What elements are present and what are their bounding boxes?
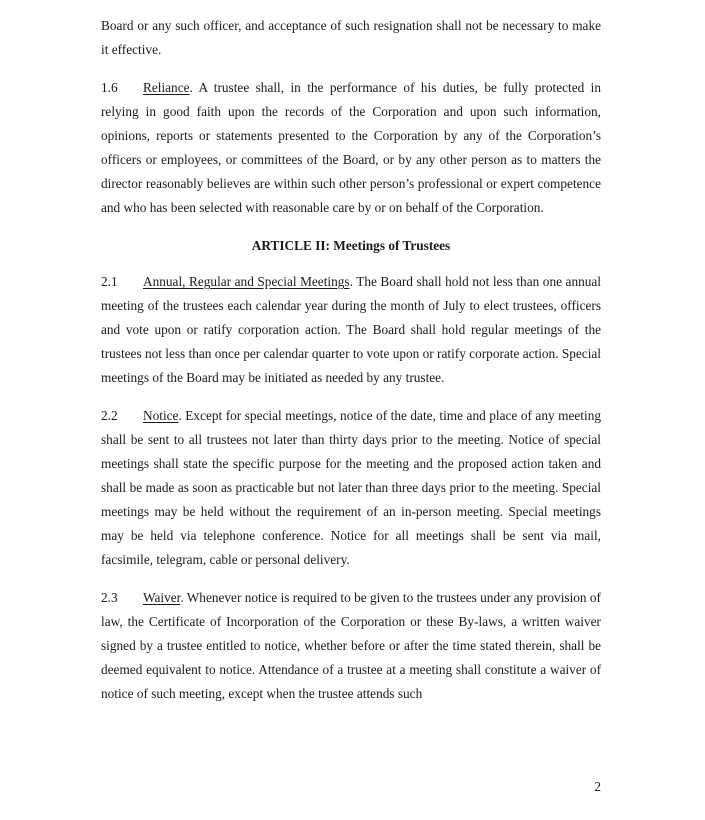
section-2-3 — [101, 586, 601, 706]
section-1-6 — [101, 76, 601, 220]
section-heading: Reliance — [143, 80, 190, 95]
section-2-1 — [101, 270, 601, 390]
section-body: . A trustee shall, in the performance of his duties, be fully protected in relying in good faith upon the records of the Corporation and upon such information, opinions, reports or statements presented to the Corporation by any of the Corporation’s officers or employees, or committees of the Board, or by any other person as to matters the director reasonably believes are within such other person’s professional or expert competence and who has been selected with reasonable care by or on behalf of the Corporation. — [101, 80, 601, 215]
document-page — [101, 14, 601, 720]
section-body: . The Board shall hold not less than one annual meeting of the trustees each calendar year during the month of July to elect trustees, officers and vote upon or ratify corporation action. The Board shall hold regular meetings of the trustees not less than once per calendar quarter to vote upon or ratify corporate action. Special meetings of the Board may be initiated as needed by any trustee. — [101, 274, 601, 385]
section-heading: Notice — [143, 408, 179, 423]
section-body: . Except for special meetings, notice of the date, time and place of any meeting shall be sent to all trustees not later than thirty days prior to the meeting. Notice of special meetings shall state the specific purpose for the meeting and the proposed action taken and shall be made as soon as practicable but not later than three days prior to the meeting. Special meetings may be held without the requirement of an in-person meeting. Special meetings may be held via telephone conference. Notice for all meetings shall be sent via mail, facsimile, telegram, cable or personal delivery. — [101, 408, 601, 567]
section-heading: Waiver — [143, 590, 181, 605]
section-number: 2.3 — [101, 590, 118, 605]
section-number: 2.1 — [101, 274, 118, 289]
section-2-2 — [101, 404, 601, 572]
page-number: 2 — [594, 779, 601, 794]
section-number: 2.2 — [101, 408, 118, 423]
continuation-paragraph — [101, 14, 601, 62]
article-title: ARTICLE II: Meetings of Trustees — [251, 238, 451, 253]
section-number: 1.6 — [101, 80, 118, 95]
section-heading: Annual, Regular and Special Meetings — [143, 274, 350, 289]
section-body: . Whenever notice is required to be given to the trustees under any provision of law, the Certificate of Incorporation of the Corporation or these By-laws, a written waiver signed by a trustee entitled to notice, whether before or after the time stated therein, shall be deemed equivalent to notice. Attendance of a trustee at a meeting shall constitute a waiver of notice of such meeting, except when the trustee attends such — [101, 590, 601, 701]
continuation-text: Board or any such officer, and acceptance of such resignation shall not be necessary to make it effective. — [101, 18, 601, 57]
